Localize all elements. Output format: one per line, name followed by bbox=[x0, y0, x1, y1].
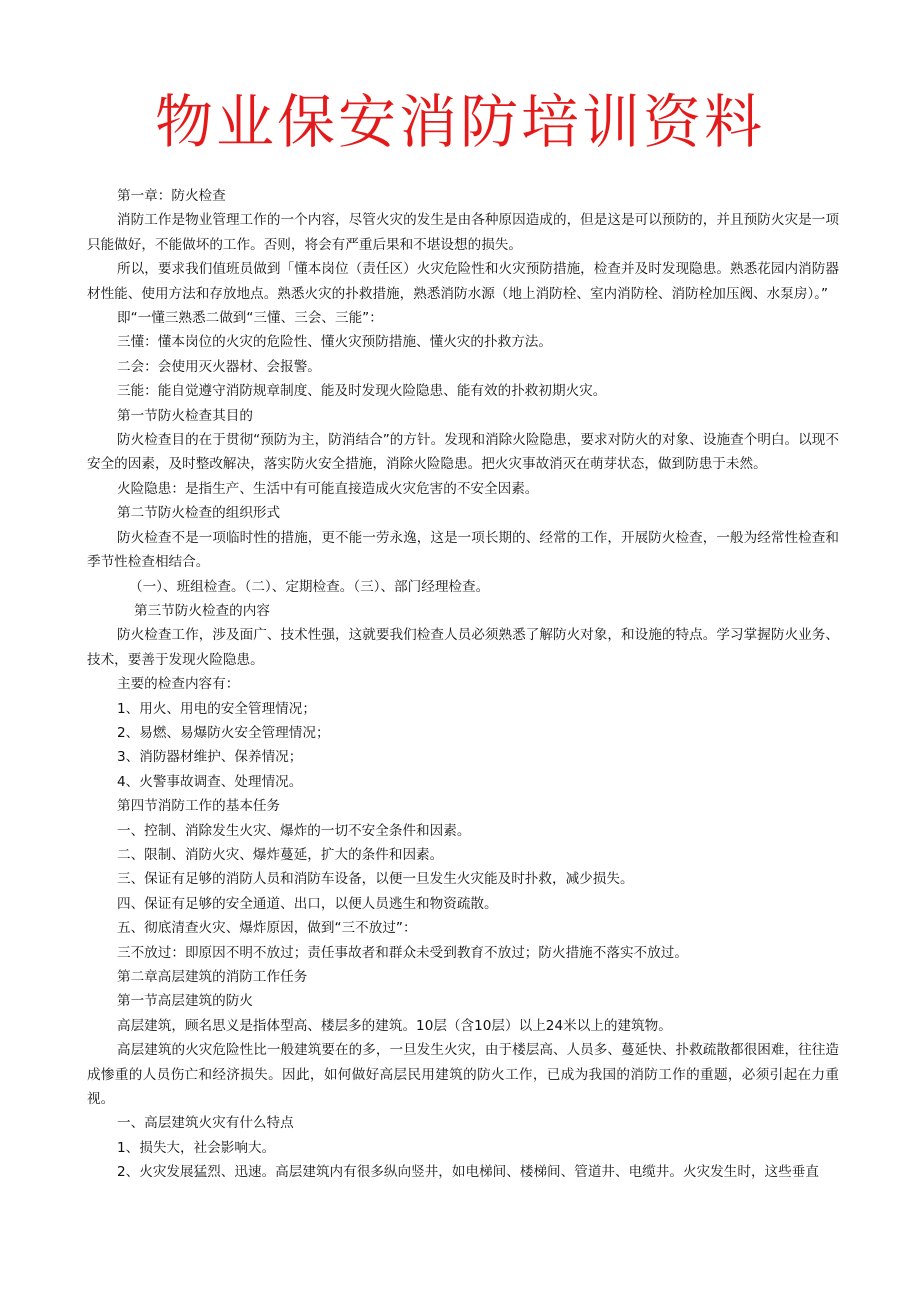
paragraph: 五、彻底清查火灾、爆炸原因，做到“三不放过”： bbox=[117, 920, 417, 937]
paragraph: 高层建筑的火灾危险性比一般建筑要在的多，一旦发生火灾，由于楼层高、人员多、蔓延快、扑救疏散都很困难，往往造成惨重的人员伤亡和经济损失。因此，如何做好高层民用建筑的防火工作，已成为我国的消防工作的重题，必须引起在力重视。 bbox=[87, 1042, 839, 1108]
paragraph: 三懂：懂本岗位的火灾的危险性、懂火灾预防措施、懂火灾的扑救方法。 bbox=[117, 334, 552, 351]
paragraph: 一、高层建筑火灾有什么特点 bbox=[117, 1115, 294, 1132]
document-title: 物业保安消防培训资料 bbox=[154, 88, 765, 156]
paragraph: 消防工作是物业管理工作的一个内容，尽管火灾的发生是由各种原因造成的，但是这是可以预防的，并且预防火灾是一项只能做好，不能做坏的工作。否则，将会有严重后果和不堪设想的损失。 bbox=[87, 212, 839, 253]
paragraph: 第一节防火检查其目的 bbox=[117, 407, 253, 424]
paragraph: 一、控制、消除发生火灾、爆炸的一切不安全条件和因素。 bbox=[117, 822, 471, 839]
paragraph: 1、用火、用电的安全管理情况； bbox=[117, 700, 316, 717]
paragraph: 火险隐患：是指生产、生活中有可能直接造成火灾危害的不安全因素。 bbox=[117, 480, 539, 497]
paragraph: 四、保证有足够的安全通道、出口，以便人员逃生和物资疏散。 bbox=[117, 895, 498, 912]
paragraph: 4、火警事故调查、处理情况。 bbox=[117, 773, 303, 790]
paragraph: 二会：会使用灭火器材、会报警。 bbox=[117, 358, 321, 375]
paragraph: 二、限制、消防火灾、爆炸蔓延，扩大的条件和因素。 bbox=[117, 846, 444, 863]
paragraph: 第四节消防工作的基本任务 bbox=[117, 798, 281, 815]
paragraph: （一）、班组检查。（二）、定期检查。（三）、部门经理检查。 bbox=[129, 578, 490, 595]
paragraph: 3、消防器材维护、保养情况； bbox=[117, 749, 303, 766]
paragraph: 防火检查目的在于贯彻“预防为主，防消结合”的方针。发现和消除火险隐患，要求对防火的对象、设施查个明白。以现不安全的因素，及时整改解决，落实防火安全措施，消除火险隐患。把火灾事故消灭在萌芽状态，做到防患于未然。 bbox=[87, 432, 839, 473]
paragraph: 三不放过：即原因不明不放过；责任事故者和群众未受到教育不放过；防火措施不落实不放过。 bbox=[117, 944, 688, 961]
paragraph: 第二章高层建筑的消防工作任务 bbox=[117, 969, 308, 985]
paragraph: 三、保证有足够的消防人员和消防车设备，以便一旦发生火灾能及时扑救，减少损失。 bbox=[117, 871, 634, 888]
paragraph: 2、易燃、易爆防火安全管理情况； bbox=[117, 724, 330, 741]
paragraph: 高层建筑，顾名思义是指体型高、楼层多的建筑。10层（含10层）以上24米以上的建筑物。 bbox=[117, 1017, 672, 1034]
document-body bbox=[87, 184, 839, 1185]
paragraph: 2、火灾发展猛烈、迅速。高层建筑内有很多纵向竖井，如电梯间、楼梯间、管道井、电缆井。火灾发生时，这些垂直 bbox=[117, 1164, 819, 1181]
paragraph: 即“一懂三熟悉二做到“三懂、三会、三能”： bbox=[117, 310, 383, 327]
paragraph: 防火检查工作，涉及面广、技术性强，这就要我们检查人员必须熟悉了解防火对象，和设施的特点。学习掌握防火业务、技术，要善于发现火险隐患。 bbox=[87, 627, 839, 668]
paragraph: 主要的检查内容有： bbox=[117, 676, 240, 693]
paragraph: 三能：能自觉遵守消防规章制度、能及时发现火险隐患、能有效的扑救初期火灾。 bbox=[117, 383, 607, 400]
paragraph: 第三节防火检查的内容 bbox=[134, 602, 270, 619]
paragraph: 第一章：防火检查 bbox=[117, 188, 226, 204]
paragraph: 1、损失大，社会影响大。 bbox=[117, 1139, 276, 1156]
paragraph: 防火检查不是一项临时性的措施，更不能一劳永逸，这是一项长期的、经常的工作，开展防火检查，一般为经常性检查和季节性检查相结合。 bbox=[87, 529, 839, 571]
paragraph: 第二节防火检查的组织形式 bbox=[117, 505, 281, 522]
paragraph: 所以，要求我们值班员做到「懂本岗位（责任区）火灾危险性和火灾预防措施，检查并及时发现隐患。熟悉花园内消防器材性能、使用方法和存放地点。熟悉火灾的扑救措施，熟悉消防水源（地上消防栓、室内消防栓、消防栓加压阀、水泵房）。” bbox=[87, 261, 839, 302]
paragraph: 第一节高层建筑的防火 bbox=[117, 993, 253, 1010]
